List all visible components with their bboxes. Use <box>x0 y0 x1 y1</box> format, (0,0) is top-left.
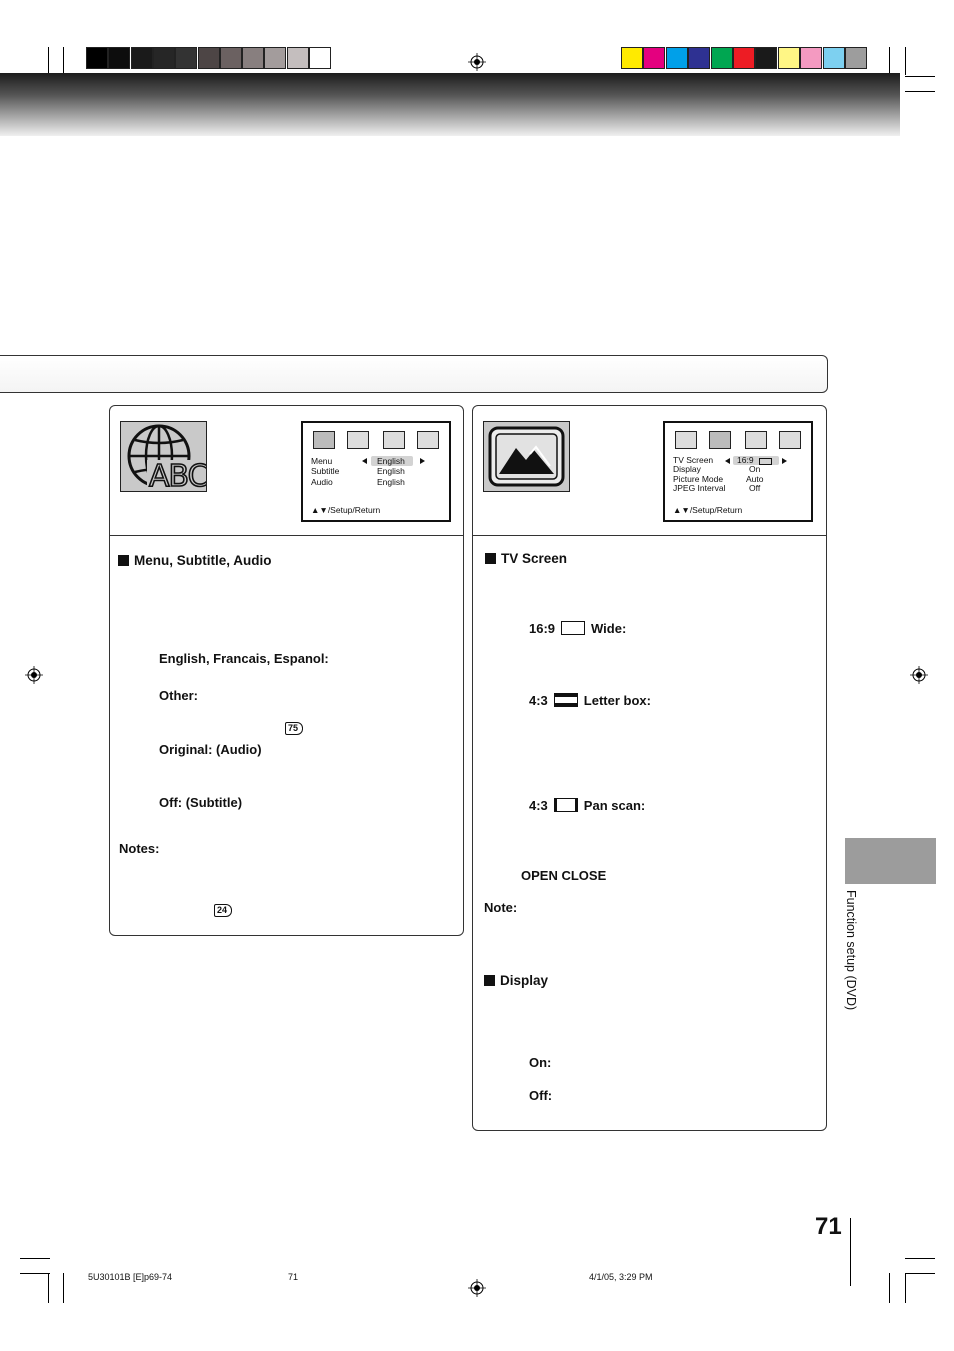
panscan-aspect-icon <box>554 798 578 812</box>
heading-text: Display <box>500 973 549 988</box>
gray-swatch <box>153 47 175 69</box>
notes-label: Notes: <box>119 841 160 856</box>
gray-swatch <box>264 47 286 69</box>
color-swatch <box>666 47 688 69</box>
crop-mark <box>905 47 906 75</box>
option-label: Pan scan: <box>583 798 646 813</box>
osd-row-value: On <box>749 464 761 474</box>
footer-date: 4/1/05, 3:29 PM <box>589 1272 653 1282</box>
registration-mark-icon <box>25 666 43 684</box>
picture-mountain-icon <box>483 421 570 492</box>
ratio-text: 4:3 <box>529 798 548 813</box>
crop-mark <box>20 1273 50 1274</box>
bullet-square-icon <box>118 555 129 566</box>
wide-option <box>529 621 626 636</box>
gray-swatch <box>175 47 197 69</box>
gray-swatch <box>86 47 108 69</box>
osd-row-label: JPEG Interval <box>673 483 726 493</box>
language-icon <box>675 431 697 449</box>
color-swatch <box>733 47 755 69</box>
registration-mark-icon <box>468 1279 486 1297</box>
registration-mark-icon <box>468 53 486 71</box>
right-panel-divider <box>473 535 826 536</box>
menu-subtitle-audio-heading <box>118 553 272 568</box>
gray-swatch <box>309 47 331 69</box>
page-number-rule <box>850 1218 851 1286</box>
registration-mark-icon <box>910 666 928 684</box>
crop-mark <box>889 47 890 75</box>
color-swatch <box>688 47 710 69</box>
footer-file: 5U30101B [E]p69-74 <box>88 1272 173 1282</box>
gray-swatch <box>131 47 153 69</box>
crop-mark <box>905 76 935 77</box>
option-label: Wide: <box>591 621 627 636</box>
crop-mark <box>905 1258 935 1259</box>
crop-mark <box>63 47 64 75</box>
picture-icon <box>709 431 731 449</box>
display-off-option: Off: <box>529 1088 553 1103</box>
picture-icon <box>347 431 369 449</box>
heading-text: TV Screen <box>501 551 568 566</box>
bullet-square-icon <box>485 553 496 564</box>
audio-icon <box>745 431 767 449</box>
osd-row-value: Auto <box>746 474 764 484</box>
color-swatch <box>845 47 867 69</box>
side-tab-label: Function setup (DVD) <box>844 890 858 1011</box>
page-ref-badge: 24 <box>214 904 232 917</box>
language-icon <box>313 431 335 449</box>
letterbox-aspect-icon <box>554 693 578 707</box>
osd-row-value: English <box>377 477 405 487</box>
osd-row-value: 16:9 <box>737 455 754 465</box>
original-option: Original: (Audio) <box>159 742 262 757</box>
color-swatch <box>755 47 777 69</box>
other-option: Other: <box>159 688 198 703</box>
letterbox-option <box>529 693 651 708</box>
crop-mark <box>48 1273 49 1303</box>
heading-text: Menu, Subtitle, Audio <box>134 553 272 568</box>
option-label: Letter box: <box>583 693 651 708</box>
crop-mark <box>905 91 935 92</box>
gray-swatch <box>220 47 242 69</box>
osd-row-label: Menu <box>311 456 333 466</box>
arrow-left-icon <box>362 458 367 464</box>
crop-mark <box>48 47 49 75</box>
page-ref-badge: 75 <box>285 722 303 735</box>
osd-row-value: English <box>377 466 405 476</box>
crop-mark <box>20 1258 50 1259</box>
bullet-square-icon <box>484 975 495 986</box>
svg-text:ABC: ABC <box>149 459 206 491</box>
color-swatch <box>711 47 733 69</box>
gray-swatch <box>198 47 220 69</box>
display-heading <box>484 973 548 988</box>
left-osd-menu <box>301 421 451 522</box>
color-swatch <box>621 47 643 69</box>
left-panel-divider <box>110 535 463 536</box>
arrow-right-icon <box>420 458 425 464</box>
english-option: English, Francais, Espanol: <box>159 651 329 666</box>
osd-row-value: Off <box>749 483 761 493</box>
right-osd-menu <box>663 421 813 522</box>
osd-row-label: TV Screen <box>673 455 714 465</box>
footer-page: 71 <box>288 1272 299 1282</box>
gray-swatch <box>242 47 264 69</box>
page-number: 71 <box>815 1213 842 1240</box>
crop-mark <box>889 1273 890 1303</box>
gray-swatch <box>287 47 309 69</box>
osd-footer: ▲▼/Setup/Return <box>673 505 743 515</box>
crop-mark <box>905 1273 935 1274</box>
osd-row-label: Audio <box>311 477 333 487</box>
parental-icon <box>779 431 801 449</box>
note-label: Note: <box>484 900 518 915</box>
color-swatch <box>800 47 822 69</box>
tv-screen-heading <box>485 551 567 566</box>
side-tab <box>845 838 936 884</box>
osd-row-label: Subtitle <box>311 466 340 476</box>
wide-aspect-icon <box>561 621 585 635</box>
wide-aspect-icon <box>759 458 772 465</box>
off-option: Off: (Subtitle) <box>159 795 243 810</box>
ratio-text: 16:9 <box>529 621 556 636</box>
open-close-label: OPEN CLOSE <box>521 868 607 883</box>
crop-mark <box>905 1273 906 1303</box>
osd-row-value: English <box>377 456 405 466</box>
ratio-text: 4:3 <box>529 693 548 708</box>
color-swatch <box>778 47 800 69</box>
crop-mark <box>63 1273 64 1303</box>
color-swatch <box>643 47 665 69</box>
section-title-bar <box>0 355 828 393</box>
osd-row-label: Display <box>673 464 701 474</box>
arrow-left-icon <box>725 458 730 464</box>
header-band <box>0 73 900 136</box>
parental-icon <box>417 431 439 449</box>
audio-icon <box>383 431 405 449</box>
globe-abc-icon <box>120 421 207 492</box>
display-on-option: On: <box>529 1055 552 1070</box>
gray-swatch <box>108 47 130 69</box>
color-swatch <box>823 47 845 69</box>
arrow-right-icon <box>782 458 787 464</box>
osd-footer: ▲▼/Setup/Return <box>311 505 381 515</box>
osd-row-label: Picture Mode <box>673 474 724 484</box>
panscan-option <box>529 798 645 813</box>
